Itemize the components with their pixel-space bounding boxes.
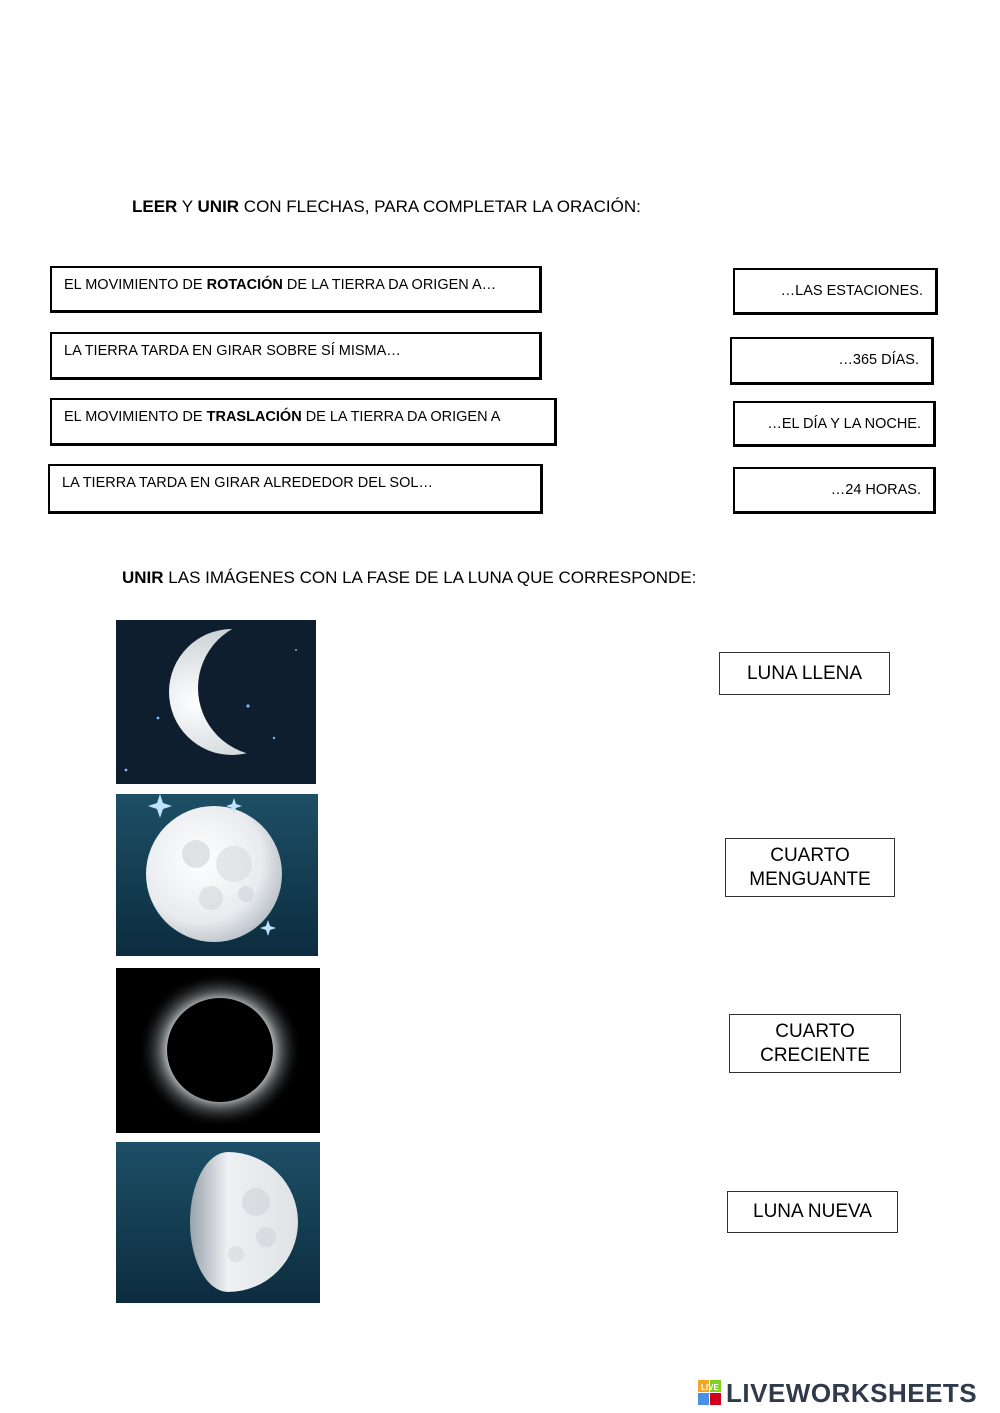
gibbous-moon-icon xyxy=(116,1142,320,1303)
full-moon-image[interactable] xyxy=(116,794,318,956)
logo-text: LIVEWORKSHEETS xyxy=(726,1377,978,1408)
gibbous-moon-image[interactable] xyxy=(116,1142,320,1303)
liveworksheets-badge-icon xyxy=(698,1380,722,1406)
answer-box-1[interactable]: …LAS ESTACIONES. xyxy=(733,268,938,315)
phase-box-2[interactable]: CUARTO MENGUANTE xyxy=(725,838,895,897)
answer-box-4[interactable]: …24 HORAS. xyxy=(733,467,936,514)
sentence-box-4[interactable]: LA TIERRA TARDA EN GIRAR ALREDEDOR DEL SOL… xyxy=(48,464,543,514)
answer-box-3[interactable]: …EL DÍA Y LA NOCHE. xyxy=(733,401,936,447)
full-moon-icon xyxy=(116,794,318,956)
crescent-moon-icon xyxy=(116,620,316,784)
svg-text:LIVE: LIVE xyxy=(701,1383,719,1392)
instruction-1: LEER Y UNIR CON FLECHAS, PARA COMPLETAR LA ORACIÓN: xyxy=(132,197,641,216)
new-moon-icon xyxy=(116,968,320,1133)
answer-box-2[interactable]: …365 DÍAS. xyxy=(730,337,934,385)
phase-box-3[interactable]: CUARTO CRECIENTE xyxy=(729,1014,901,1073)
new-moon-image[interactable] xyxy=(116,968,320,1133)
sentence-box-3[interactable]: EL MOVIMIENTO DE TRASLACIÓN DE LA TIERRA DA ORIGEN A xyxy=(50,398,557,446)
phase-box-1[interactable]: LUNA LLENA xyxy=(719,652,890,695)
phase-box-4[interactable]: LUNA NUEVA xyxy=(727,1191,898,1233)
crescent-moon-image[interactable] xyxy=(116,620,316,784)
liveworksheets-logo xyxy=(698,1378,977,1408)
sentence-box-1[interactable]: EL MOVIMIENTO DE ROTACIÓN DE LA TIERRA DA ORIGEN A… xyxy=(50,266,542,313)
sentence-box-2[interactable]: LA TIERRA TARDA EN GIRAR SOBRE SÍ MISMA… xyxy=(50,332,542,380)
instruction-2: UNIR LAS IMÁGENES CON LA FASE DE LA LUNA QUE CORRESPONDE: xyxy=(122,568,697,587)
